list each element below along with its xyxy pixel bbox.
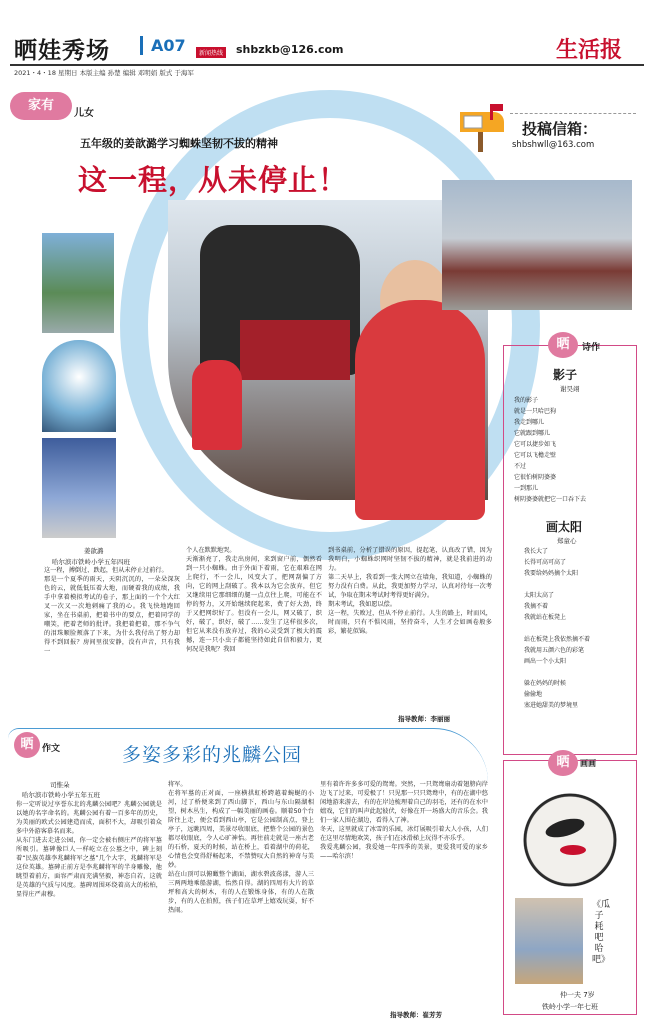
photo-planetarium xyxy=(42,340,116,432)
poetry-tag: 晒 xyxy=(548,332,578,358)
photo-child-drawing xyxy=(515,898,583,984)
essay-title: 多姿多彩的兆麟公园 xyxy=(122,744,303,766)
article1-column-1: 这一程，搏倒过、跌起，但从未停止过前行。 那是一个夏季的雨天，天阴沉沉的，一朵朵深灰色的云，就低低压着大地，而硬着我的成绩，我手中拿着模拟考试的卷子，那上面的一个个大红叉一次又一次地刺痛了我的心。我飞快地跑回家，坐在书桌前，把着书中的要点，把着同学的嘲笑，把着老师的批评。我把着把着，那不争气的泪珠顺脸颊落了下来，为什么我付出了努力却得不到回报？房间里很安静，没有声音，只有我一 xyxy=(44,567,180,655)
fish-icon xyxy=(560,845,586,855)
family-section-tag: 家有 xyxy=(10,92,72,120)
article1-column-3: 到书桌前，分析了错误的原因，提起笔，认真改了错，因为我明白，小蜘蛛织网时坚韧不拔的精神，就是我前进的动力。 第二天早上，我看到一张大网立在墙角，我知道，小蜘蛛的努力没有白费。从此，我更加努力学习，认真对待每一次考试，争取在期末考试时考得更好满分。 期末考试，我如愿以偿。 这一程，失败过，但从不停止前行。人生的路上，时而风，时而雨，只有不惧风雨，坚持奋斗，人生才会如画卷般多彩，繁花似锦。 xyxy=(328,547,492,635)
poem-line: 我就站在板凳上 xyxy=(524,614,567,621)
poem2-body xyxy=(524,546,634,711)
poem-line: 塞进她甜美的梦境里 xyxy=(524,702,579,709)
issue-meta: 2021・4・18 星期日 本版主编 孙楚 编辑 邓明娟 版式 于海军 xyxy=(14,69,194,77)
essay-teacher: 指导教师：崔芳芳 xyxy=(390,1011,442,1019)
photo-science-museum xyxy=(442,180,632,310)
poem-line: 长得可高可高了 xyxy=(524,559,567,566)
train-red-front-icon xyxy=(240,320,350,380)
painting-plate xyxy=(515,790,625,890)
article-headline: 这一程，从未停止！ xyxy=(78,163,349,197)
essay-author: 司惟朵 xyxy=(50,781,70,789)
poem-line xyxy=(524,623,634,634)
family-section-sub: 儿女 xyxy=(74,108,94,119)
poem-line: 我摘不着 xyxy=(524,603,549,610)
article1-column-2: 个人在默默地哭。 天渐渐亮了，我走出房间，来到窗户前，偶然看到一只小蜘蛛。由于外面下着雨，它在艰难在网上爬行，不一会儿，风变大了，把网刮偏了方向，它的网上刮破了。我本以为它会放弃，但它又继续用它那细细的腿一点点往上爬，可能在不停的努力，又开始继续爬起来，费了好大劲，终于又把网织好了。但没有一会儿，网又破了，织好，破了，织好，破了……发生了这样很多次，但它从来没有放弃过，我的心灵受到了极大的震撼，连一只小虫子都能坚持如此自信和毅力，更何况是我呢？我回 xyxy=(186,547,322,653)
poem2-title: 画太阳 xyxy=(546,520,583,534)
poem1-body xyxy=(514,395,632,505)
poem-line: 我要给妈妈摘个太阳 xyxy=(524,570,579,577)
essay-school: 哈尔滨市铁岭小学五年五班 xyxy=(22,791,100,799)
boy-figure-icon xyxy=(192,360,242,450)
poem-line: 躲在妈妈的时候 xyxy=(524,680,567,687)
poem-line: 就是一只哈巴狗 xyxy=(514,408,557,415)
poem-line: 它就跟到哪儿 xyxy=(514,430,551,437)
newspaper-logo: 生活报 xyxy=(556,37,623,63)
poem-line: 它可以飞檐走壁 xyxy=(514,452,557,459)
poem-line: 我就用五颜六色的彩笔 xyxy=(524,647,585,654)
submit-title: 投稿信箱： xyxy=(522,120,598,138)
poem-line: 我的影子 xyxy=(514,397,539,404)
poem-line: 太阳太高了 xyxy=(524,592,555,599)
page-number: A07 xyxy=(140,36,186,55)
drawing-school: 铁岭小学一年七班 xyxy=(542,1003,598,1011)
poem-line: 不过 xyxy=(514,463,527,470)
poem-line: 树阴婆婆就把它一口吞下去 xyxy=(514,496,587,503)
mailbox-icon xyxy=(452,98,508,154)
drawing-label: 画画 xyxy=(580,759,596,768)
poem-line: 画出一个小太阳 xyxy=(524,658,567,665)
drawing-artist: 仲一夫 7岁 xyxy=(560,991,595,999)
poetry-label: 诗作 xyxy=(582,343,601,353)
poem-line xyxy=(524,579,634,590)
article1-author: 姜歆潞 xyxy=(84,547,104,555)
article1-teacher: 指导教师：李丽丽 xyxy=(398,715,450,723)
drawing-tag: 晒 xyxy=(548,750,578,776)
submit-email[interactable]: shbshwll@163.com xyxy=(512,140,595,150)
poem-line: 我走到哪儿 xyxy=(514,419,545,426)
poem1-author: 谢昊翊 xyxy=(560,385,580,393)
poem1-title: 影子 xyxy=(553,368,578,382)
essay-column-3: 里有着许许多多可爱的鸳鸯。突然，一只鸳鸯扇动着翅膀向岸边飞了过来，可爱极了！只见那一只只鸳鸯中，有的在湖中悠闲地游来游去，有的在岸边梳理着自己的羽毛，还有的在水中嬉戏，它们的叫声此起彼伏，好像在开一场盛大的音乐会。我们一家人围在湖边，看得入了神。 冬天，这里就成了冰雪的乐园，冰灯展吸引着大人小孩，人们在这里尽情地欢笑，孩子们在冰滑梯上玩得不亦乐乎。 我爱兆麟公园，我爱她一年四季的美景，更爱我可爱的家乡——哈尔滨！ xyxy=(320,781,488,860)
boy-striped-shirt-icon xyxy=(355,300,485,520)
article-subtitle: 五年级的姜歆潞学习蜘蛛坚韧不拔的精神 xyxy=(80,137,278,150)
drawing-title: 《瓜子耗吧 哈吧》 xyxy=(592,900,611,965)
photo-building xyxy=(42,438,116,538)
essay-label: 作文 xyxy=(42,744,61,754)
poem-line: 它可以捷步如飞 xyxy=(514,441,557,448)
poem2-author: 郑童心 xyxy=(557,537,577,545)
hotline-badge: 新闻热线 xyxy=(196,47,226,58)
essay-column-2: 将军。 在将军墓的正对面，一座横拱虹桥跨越着蜿蜒的小河，过了桥便来到了西山脚下，西山与东山隔湖相望，树木丛生，构成了一幅美丽的画卷。顺着50个台阶往上走，便会看到西山亭，它是公园制高点，登上亭子，远眺四周，美景尽收眼底，把整个公园的景色都尽收眼底，令人心旷神怡。再往前走就是一座古老的石桥，夏天的时候，站在桥上，看着湖中的荷花，心情也会变得舒畅起来，不禁赞叹大自然的神奇与美妙。 站在山顶可以俯瞰整个湖面，湖水碧波荡漾，游人三三两两地乘船游湖，怡然自得。湖的四周有大片的草坪和高大的树木，有的人在锻炼身体，有的人在散步，有的人在拍照，孩子们在草坪上嬉戏玩耍，好不热闹。 xyxy=(168,781,314,914)
poem-line: 我长大了 xyxy=(524,548,549,555)
essay-tag: 晒 xyxy=(14,732,40,758)
article1-school: 哈尔滨市铁岭小学五年四班 xyxy=(52,558,130,566)
poem-line: 它很怕树阴婆婆 xyxy=(514,474,557,481)
poem-line: 一到那儿 xyxy=(514,485,539,492)
section-title: 晒娃秀场 xyxy=(14,38,110,64)
poem-line: 站在板凳上我依然摘不着 xyxy=(524,636,591,643)
contact-email[interactable]: shbzkb@126.com xyxy=(236,43,344,56)
photo-lakeside xyxy=(42,233,114,333)
poem-line xyxy=(524,667,634,678)
poem-line: 偷偷地 xyxy=(524,691,543,698)
essay-column-1: 你一定听说过享誉东北的兆麟公园吧？兆麟公园就是以她的名字命名的。兆麟公园有着一百多年的历史，为美丽的欧式公园建造而成，面积不大，却吸引着众多中外游客慕名而来。 从东门进去走进公园，你一定会被右侧庄严的将军墓所吸引。墓碑像巨人一样屹立在公墓之中，碑上刻着“民族英雄李兆麟将军之墓”几个大字，兆麟将军是这位英雄。墓碑正前方是李兆麟将军的半身雕像，他眺望着前方，面容严肃而充满坚毅，神态自若，这就是英雄的气质与风度。墓碑周围环绕着高大的松柏，显得庄严肃穆。 xyxy=(16,801,162,898)
